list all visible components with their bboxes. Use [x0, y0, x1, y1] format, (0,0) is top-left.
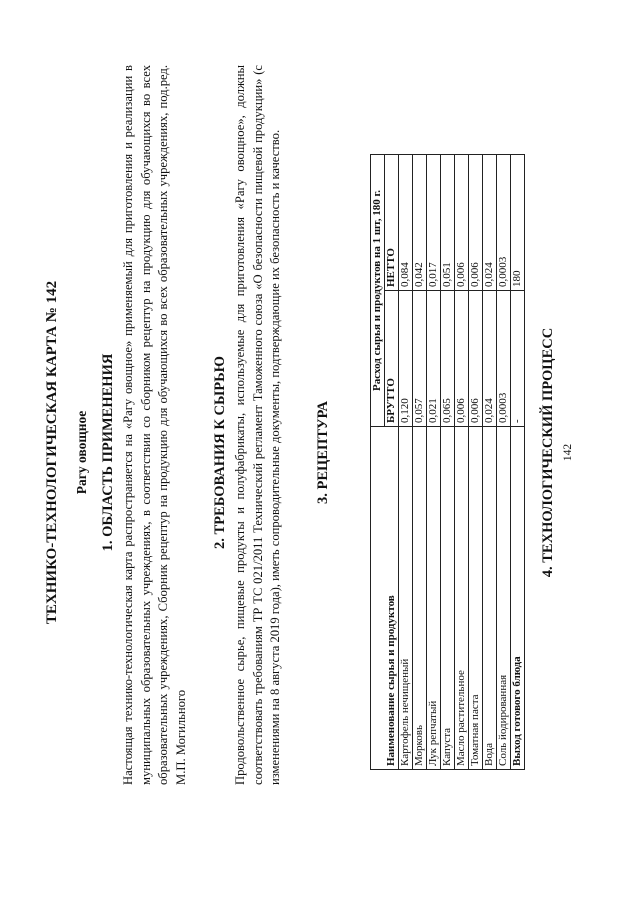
section-requirements-heading: 2. ТРЕБОВАНИЯ К СЫРЬЮ: [212, 356, 228, 549]
table-row: [469, 155, 483, 770]
table-row: [497, 155, 511, 770]
ingredient-name: Соль йодированная: [497, 427, 511, 770]
col-name-header: Наименование сырья и продуктов: [371, 427, 399, 770]
yield-row: [511, 155, 525, 770]
yield-label: Выход готового блюда: [511, 427, 525, 770]
table-header-row: [371, 155, 385, 770]
page-number: 142: [562, 443, 574, 462]
table-row: [441, 155, 455, 770]
section-recipe-heading: 3. РЕЦЕПТУРА: [315, 400, 331, 505]
table-row: [483, 155, 497, 770]
section-scope-heading: 1. ОБЛАСТЬ ПРИМЕНЕНИЯ: [100, 353, 116, 552]
gross-value: 0,057: [413, 291, 427, 427]
gross-header: БРУТТО: [385, 291, 399, 427]
yield-net: 180: [511, 155, 525, 291]
ingredient-name: Томатная паста: [469, 427, 483, 770]
gross-value: 0,006: [455, 291, 469, 427]
net-value: 0,042: [413, 155, 427, 291]
gross-value: 0,024: [483, 291, 497, 427]
net-value: 0,006: [469, 155, 483, 291]
dish-name: Рагу овощное: [74, 410, 89, 495]
consumption-header: Расход сырья и продуктов на 1 шт, 180 г.: [371, 155, 385, 427]
net-value: 0,006: [455, 155, 469, 291]
yield-gross: -: [511, 291, 525, 427]
ingredient-name: Морковь: [413, 427, 427, 770]
net-value: 0,024: [483, 155, 497, 291]
table-row: [455, 155, 469, 770]
table-row: [427, 155, 441, 770]
gross-value: 0,120: [399, 291, 413, 427]
section-requirements-text: Продовольственное сырье, пищевые продукты и полуфабрикаты, используемые для приготовления «Рагу овощное», должны соответствовать требованиям ТР ТС 021/2011 Технический регламент Таможенного союза «О безопасности пищевой продукции» (с изменениями на 8 августа 2019 года), иметь сопроводительные документы, подтверждающие их безопасность и качество.: [233, 65, 282, 785]
net-header: НЕТТО: [385, 155, 399, 291]
ingredient-name: Картофель нечищеный: [399, 427, 413, 770]
section-scope-text: Настоящая технико-технологическая карта распространяется на «Рагу овощное» применяемый для приготовления и реализации в муниципальных образовательных учреждениях, в соответствии со сборником рецептур на продукцию для обучающихся во всех образовательных учреждениях, Сборник рецептур на продукцию для обучающихся во всех образовательных учреждениях, под.ред. М.П. Могильного: [121, 65, 188, 785]
net-value: 0,017: [427, 155, 441, 291]
net-value: 0,084: [399, 155, 413, 291]
document-title: ТЕХНИКО-ТЕХНОЛОГИЧЕСКАЯ КАРТА № 142: [44, 280, 60, 625]
ingredient-name: Капуста: [441, 427, 455, 770]
gross-value: 0,065: [441, 291, 455, 427]
gross-value: 0,006: [469, 291, 483, 427]
net-value: 0,0003: [497, 155, 511, 291]
ingredient-name: Масло растительное: [455, 427, 469, 770]
section-process-heading: 4. ТЕХНОЛОГИЧЕСКИЙ ПРОЦЕСС: [540, 327, 556, 578]
ingredient-name: Лук репчатый: [427, 427, 441, 770]
gross-value: 0,0003: [497, 291, 511, 427]
recipe-table: [370, 154, 525, 770]
ingredient-name: Вода: [483, 427, 497, 770]
net-value: 0,051: [441, 155, 455, 291]
table-row: [413, 155, 427, 770]
table-row: [399, 155, 413, 770]
gross-value: 0,021: [427, 291, 441, 427]
